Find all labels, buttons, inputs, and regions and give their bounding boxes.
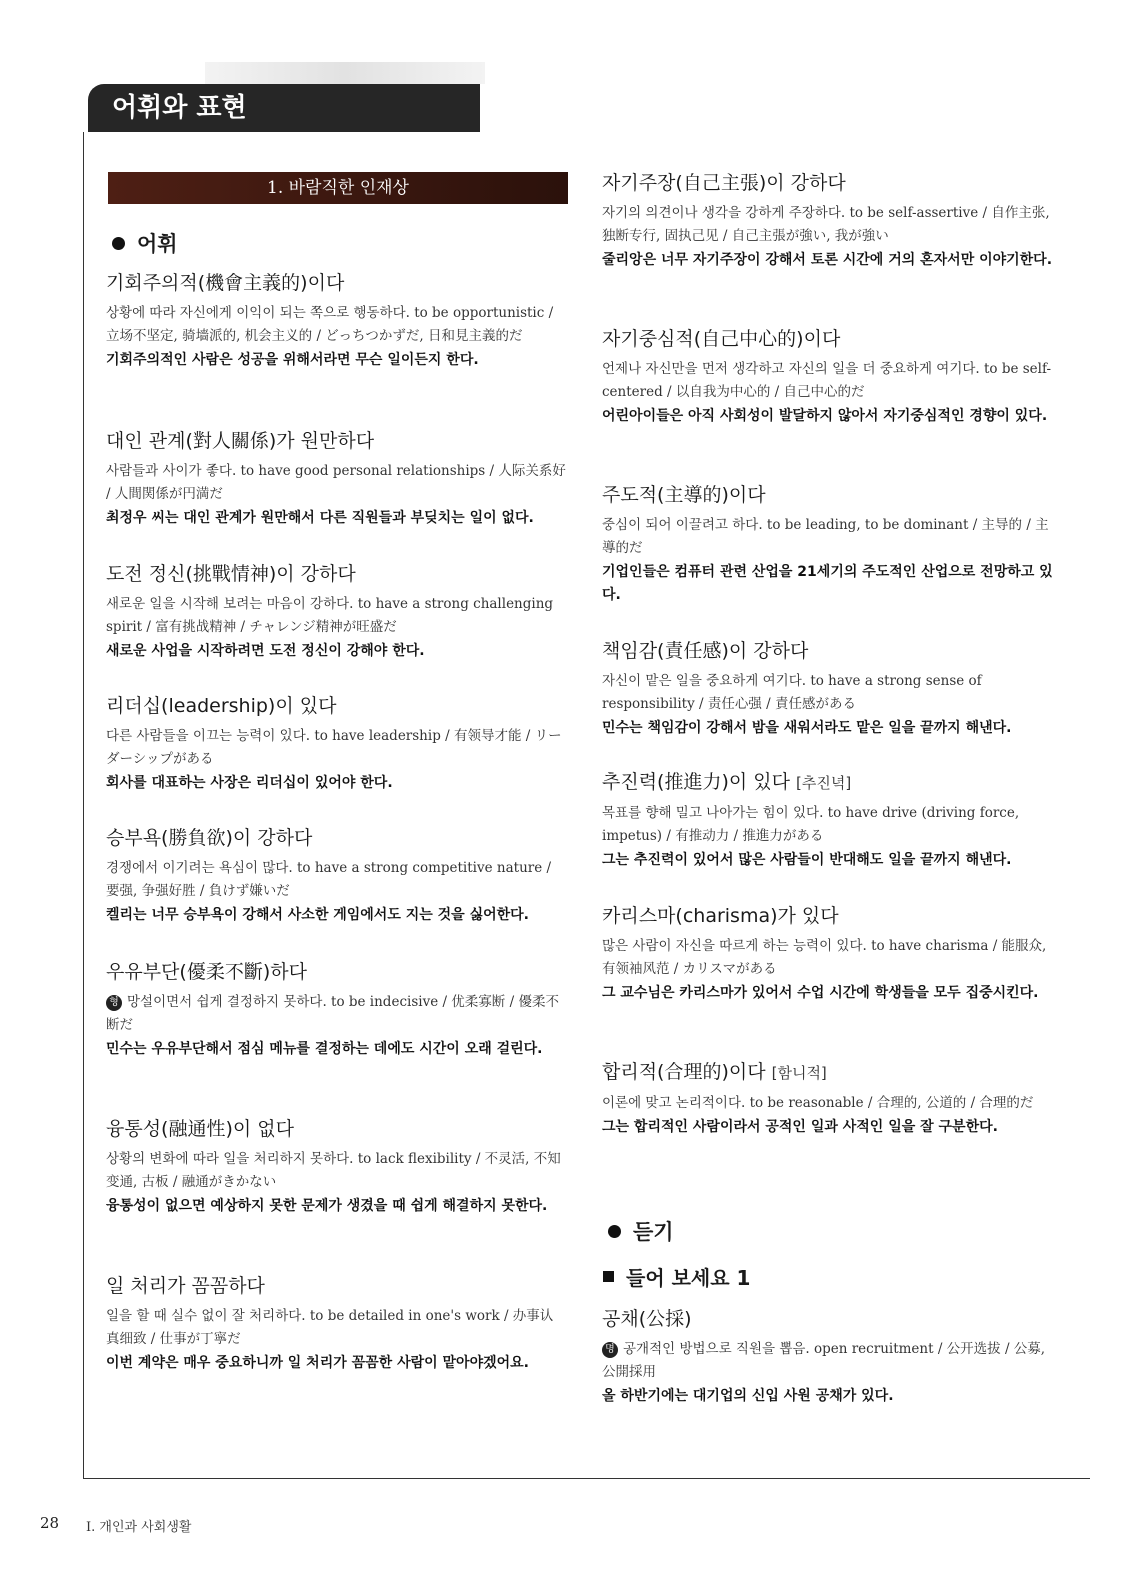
vocab-definition: 중심이 되어 이끌려고 하다. to be leading, to be dominant / 主导的 / 主導的だ	[602, 517, 1049, 556]
bullet-dot-icon	[112, 237, 125, 250]
vocab-example: 최정우 씨는 대인 관계가 원만해서 다른 직원들과 부딪치는 일이 없다.	[106, 510, 534, 526]
vocab-entry	[106, 960, 566, 1061]
vocab-definition: 다른 사람들을 이끄는 능력이 있다. to have leadership / 有领导才能 / リーダーシップがある	[106, 728, 562, 767]
vocab-entry	[602, 1060, 1062, 1139]
vocab-entry	[106, 562, 566, 663]
chapter-label: Ⅰ. 개인과 사회생활	[86, 1520, 192, 1535]
vocab-term: 승부욕(勝負欲)이 강하다	[106, 827, 313, 849]
listening-heading-label: 듣기	[633, 1220, 674, 1244]
vocab-definition: 목표를 향해 밀고 나아가는 힘이 있다. to have drive (driving force, impetus) / 有推动力 / 推進力がある	[602, 805, 1020, 844]
vocab-example: 켈리는 너무 승부욕이 강해서 사소한 게임에서도 지는 것을 싫어한다.	[106, 907, 529, 923]
vocab-term-text: 합리적(合理的)이다	[602, 1061, 766, 1083]
vocab-term: 자기주장(自己主張)이 강하다	[602, 172, 846, 194]
pronunciation: [추진녁]	[796, 774, 852, 792]
vocab-definition-text: 공개적인 방법으로 직원을 뽑음. open recruitment / 公开选拔 / 公募, 公開採用	[602, 1341, 1046, 1380]
part-of-speech-badge: 명	[602, 1342, 618, 1358]
vocab-definition: 자신이 맡은 일을 중요하게 여기다. to have a strong sense of responsibility / 责任心强 / 責任感がある	[602, 673, 982, 712]
vocab-definition: 일을 할 때 실수 없이 잘 처리하다. to be detailed in one's work / 办事认真细致 / 仕事が丁寧だ	[106, 1308, 554, 1347]
vocab-term	[602, 770, 1062, 795]
section-title: 1. 바람직한 인재상	[108, 172, 568, 204]
vocab-term: 책임감(責任感)이 강하다	[602, 640, 809, 662]
vocab-example: 어린아이들은 아직 사회성이 발달하지 않아서 자기중심적인 경향이 있다.	[602, 408, 1048, 424]
vocab-entry	[602, 483, 1062, 607]
vocab-entry	[602, 904, 1062, 1005]
vocab-term: 공채(公採)	[602, 1308, 692, 1330]
vocab-example: 민수는 우유부단해서 점심 메뉴를 결정하는 데에도 시간이 오래 걸린다.	[106, 1041, 543, 1057]
vocab-entry	[106, 694, 566, 795]
bullet-square-icon	[603, 1271, 614, 1282]
vocab-definition: 경쟁에서 이기려는 욕심이 많다. to have a strong competitive nature / 要强, 争强好胜 / 負けず嫌いだ	[106, 860, 552, 899]
listening-subheading	[603, 1262, 750, 1291]
vocab-entry	[106, 429, 566, 530]
left-margin-rule	[83, 132, 84, 1478]
vocab-example: 기업인들은 컴퓨터 관련 산업을 21세기의 주도적인 산업으로 전망하고 있다.	[602, 564, 1053, 603]
vocab-example: 융통성이 없으면 예상하지 못한 문제가 생겼을 때 쉽게 해결하지 못한다.	[106, 1198, 548, 1214]
vocab-entry	[106, 1117, 566, 1218]
vocab-example: 이번 계약은 매우 중요하니까 일 처리가 꼼꼼한 사람이 맡아야겠어요.	[106, 1355, 529, 1371]
vocab-term: 기회주의적(機會主義的)이다	[106, 272, 345, 294]
vocab-heading	[112, 228, 178, 258]
vocab-definition: 이론에 맞고 논리적이다. to be reasonable / 合理的, 公道的 / 合理的だ	[602, 1095, 1034, 1111]
vocab-term: 도전 정신(挑戰情神)이 강하다	[106, 563, 356, 585]
vocab-term: 일 처리가 꼼꼼하다	[106, 1275, 265, 1297]
vocab-definition-text: 망설이면서 쉽게 결정하지 못하다. to be indecisive / 优柔寡断 / 優柔不断だ	[106, 994, 559, 1033]
vocab-example: 올 하반기에는 대기업의 신입 사원 공채가 있다.	[602, 1388, 894, 1404]
vocab-example: 그는 합리적인 사람이라서 공적인 일과 사적인 일을 잘 구분한다.	[602, 1119, 998, 1135]
vocab-term	[602, 1060, 1062, 1085]
page-number: 28	[40, 1514, 60, 1532]
vocab-entry	[602, 639, 1062, 740]
vocab-definition	[602, 1338, 1062, 1384]
vocab-entry	[106, 826, 566, 927]
vocab-entry	[602, 770, 1062, 872]
vocab-entry	[106, 271, 566, 372]
vocab-entry	[602, 171, 1062, 272]
vocab-definition: 사람들과 사이가 좋다. to have good personal relationships / 人际关系好 / 人間関係が円満だ	[106, 463, 566, 502]
vocab-definition: 상황의 변화에 따라 일을 처리하지 못하다. to lack flexibility / 不灵活, 不知变通, 古板 / 融通がきかない	[106, 1151, 561, 1190]
vocab-definition: 새로운 일을 시작해 보려는 마음이 강하다. to have a strong challenging spirit / 富有挑战精神 / チャレンジ精神が旺盛だ	[106, 596, 554, 635]
vocab-term: 대인 관계(對人關係)가 원만하다	[106, 430, 375, 452]
pronunciation: [함니적]	[771, 1064, 827, 1082]
vocab-example: 새로운 사업을 시작하려면 도전 정신이 강해야 한다.	[106, 643, 425, 659]
vocab-example: 그 교수님은 카리스마가 있어서 수업 시간에 학생들을 모두 집중시킨다.	[602, 985, 1039, 1001]
vocab-definition	[106, 991, 566, 1037]
vocab-definition: 상황에 따라 자신에게 이익이 되는 쪽으로 행동하다. to be opportunistic / 立场不坚定, 骑墙派的, 机会主义的 / どっちつかずだ, 日和見主義的だ	[106, 305, 554, 344]
vocab-term-text: 추진력(推進力)이 있다	[602, 771, 790, 793]
vocab-example: 회사를 대표하는 사장은 리더십이 있어야 한다.	[106, 775, 393, 791]
vocab-heading-label: 어휘	[137, 232, 178, 256]
bottom-rule	[83, 1478, 1090, 1479]
vocab-term: 카리스마(charisma)가 있다	[602, 905, 839, 927]
page-title: 어휘와 표현	[88, 84, 480, 132]
header-shadow	[205, 62, 485, 84]
vocab-entry	[602, 1307, 1062, 1408]
part-of-speech-badge: 형	[106, 995, 122, 1011]
vocab-definition: 자기의 의견이나 생각을 강하게 주장하다. to be self-assertive / 自作主张, 独断专行, 固执己见 / 自己主張が強い, 我が強い	[602, 205, 1050, 244]
bullet-dot-icon	[608, 1225, 621, 1238]
vocab-term: 리더십(leadership)이 있다	[106, 695, 337, 717]
vocab-example: 민수는 책임감이 강해서 밤을 새워서라도 맡은 일을 끝까지 해낸다.	[602, 720, 1012, 736]
vocab-term: 융통성(融通性)이 없다	[106, 1118, 294, 1140]
vocab-example: 줄리앙은 너무 자기주장이 강해서 토론 시간에 거의 혼자서만 이야기한다.	[602, 252, 1053, 268]
vocab-definition: 언제나 자신만을 먼저 생각하고 자신의 일을 더 중요하게 여기다. to be self-centered / 以自我为中心的 / 自己中心的だ	[602, 361, 1052, 400]
listening-heading	[608, 1216, 674, 1246]
vocab-definition: 많은 사람이 자신을 따르게 하는 능력이 있다. to have charisma / 能服众, 有领袖风范 / カリスマがある	[602, 938, 1047, 977]
vocab-example: 기회주의적인 사람은 성공을 위해서라면 무슨 일이든지 한다.	[106, 352, 479, 368]
vocab-example: 그는 추진력이 있어서 많은 사람들이 반대해도 일을 끝까지 해낸다.	[602, 852, 1012, 868]
vocab-term: 우유부단(優柔不斷)하다	[106, 961, 307, 983]
listening-subheading-label: 들어 보세요 1	[626, 1266, 751, 1290]
vocab-term: 주도적(主導的)이다	[602, 484, 766, 506]
vocab-entry	[602, 327, 1062, 428]
vocab-term: 자기중심적(自己中心的)이다	[602, 328, 841, 350]
vocab-entry	[106, 1274, 566, 1375]
